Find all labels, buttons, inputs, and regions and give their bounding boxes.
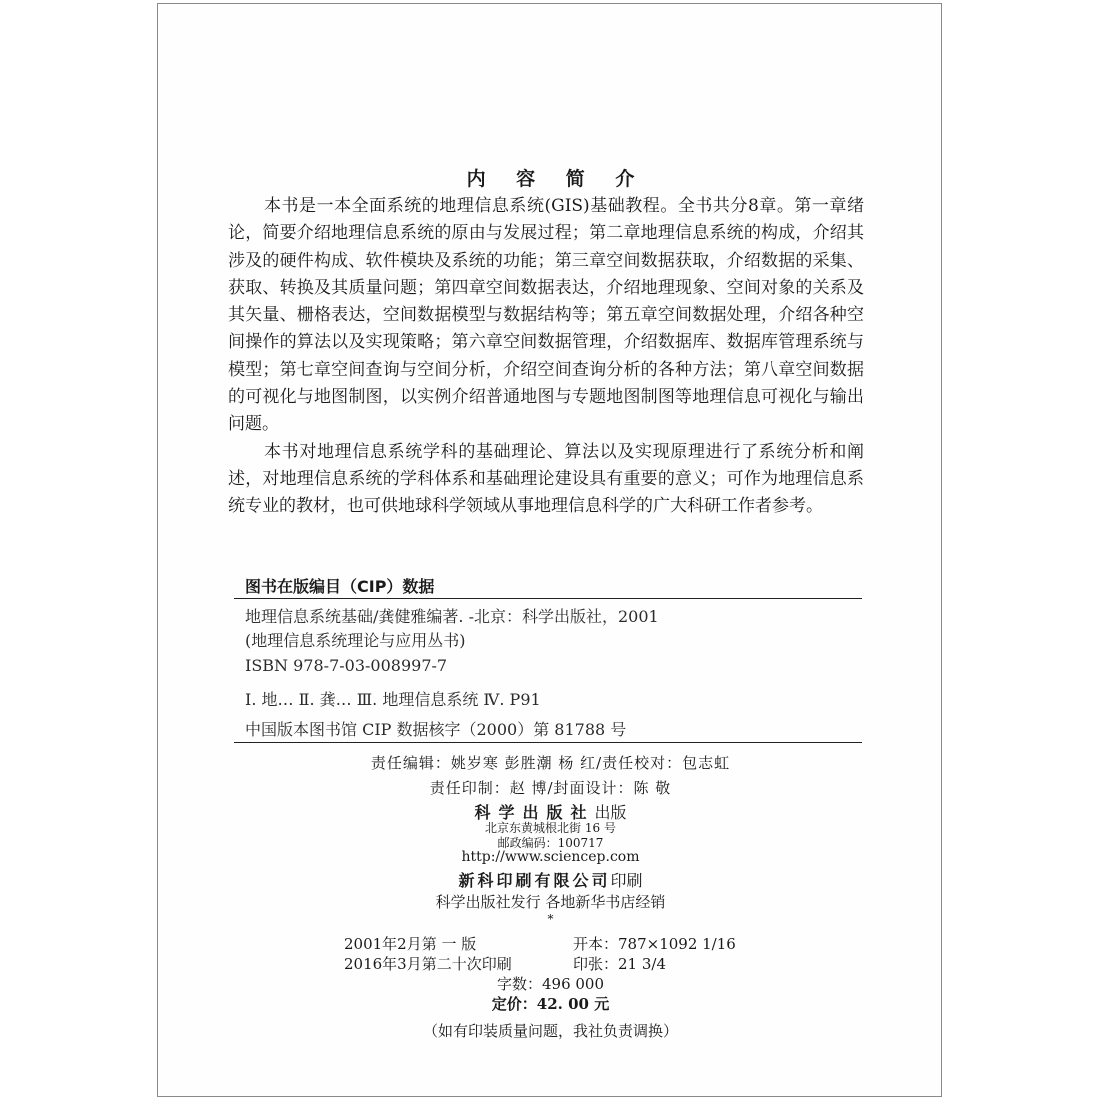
price: 定价：42. 00 元 [491, 995, 610, 1013]
book-copyright-page [157, 3, 942, 1097]
cip-classification: Ⅰ. 地… Ⅱ. 龚… Ⅲ. 地理信息系统 Ⅳ. P91 [245, 690, 541, 709]
format-line: 开本：787×1092 1/16 [573, 935, 736, 953]
editors-line: 责任编辑：姚岁寒 彭胜潮 杨 红/责任校对：包志虹 [370, 754, 731, 772]
intro-title: 内 容 简 介 [466, 168, 647, 190]
cip-title-line: 地理信息系统基础/龚健雅编著. -北京：科学出版社，2001 [245, 607, 659, 626]
return-note: （如有印装质量问题，我社负责调换） [422, 1022, 678, 1040]
intro-body [228, 193, 864, 521]
separator-asterisk: * [547, 912, 554, 926]
publisher-url: http://www.sciencep.com [461, 849, 640, 865]
printer-name: 新科印刷有限公司 [458, 871, 611, 890]
intro-paragraph-2: 本书对地理信息系统学科的基础理论、算法以及实现原理进行了系统分析和阐述，对地理信息系统的学科体系和基础理论建设具有重要的意义；可作为地理信息系统专业的教材，也可供地球科学领域从事地理信息科学的广大科研工作者参考。 [228, 441, 864, 517]
cip-top-rule [234, 598, 862, 599]
sheets-line: 印张：21 3/4 [573, 955, 666, 973]
cip-isbn: ISBN 978-7-03-008997-7 [245, 656, 448, 675]
printer-suffix: 印刷 [610, 871, 643, 890]
cip-series-line: (地理信息系统理论与应用丛书) [245, 631, 466, 650]
distribution-line: 科学出版社发行 各地新华书店经销 [435, 893, 666, 911]
publisher-address: 北京东黄城根北街 16 号 [485, 821, 616, 835]
cip-bottom-rule [234, 742, 862, 743]
edition-line: 2001年2月第 一 版 [344, 935, 477, 953]
cip-library-record: 中国版本图书馆 CIP 数据核字（2000）第 81788 号 [245, 720, 627, 739]
word-count: 字数：496 000 [496, 975, 605, 993]
printing-line: 2016年3月第二十次印刷 [344, 955, 512, 973]
publisher-suffix: 出版 [594, 803, 627, 822]
cip-heading: 图书在版编目（CIP）数据 [245, 577, 435, 596]
postcode: 邮政编码：100717 [497, 836, 604, 850]
print-design-line: 责任印制：赵 博/封面设计：陈 敬 [429, 779, 672, 797]
publisher-name: 科学出版社 [474, 803, 595, 822]
intro-paragraph-1: 本书是一本全面系统的地理信息系统(GIS)基础教程。全书共分8章。第一章绪论，简要介绍地理信息系统的原由与发展过程；第二章地理信息系统的构成，介绍其涉及的硬件构成、软件模块及系统的功能；第三章空间数据获取，介绍数据的采集、获取、转换及其质量问题；第四章空间数据表达，介绍地理现象、空间对象的关系及其矢量、栅格表达，空间数据模型与数据结构等；第五章空间数据处理，介绍各种空间操作的算法以及实现策略；第六章空间数据管理，介绍数据库、数据库管理系统与模型；第七章空间查询与空间分析，介绍空间查询分析的各种方法；第八章空间数据的可视化与地图制图，以实例介绍普通地图与专题地图制图等地理信息可视化与输出问题。 [228, 196, 864, 435]
printer-line [158, 868, 943, 891]
